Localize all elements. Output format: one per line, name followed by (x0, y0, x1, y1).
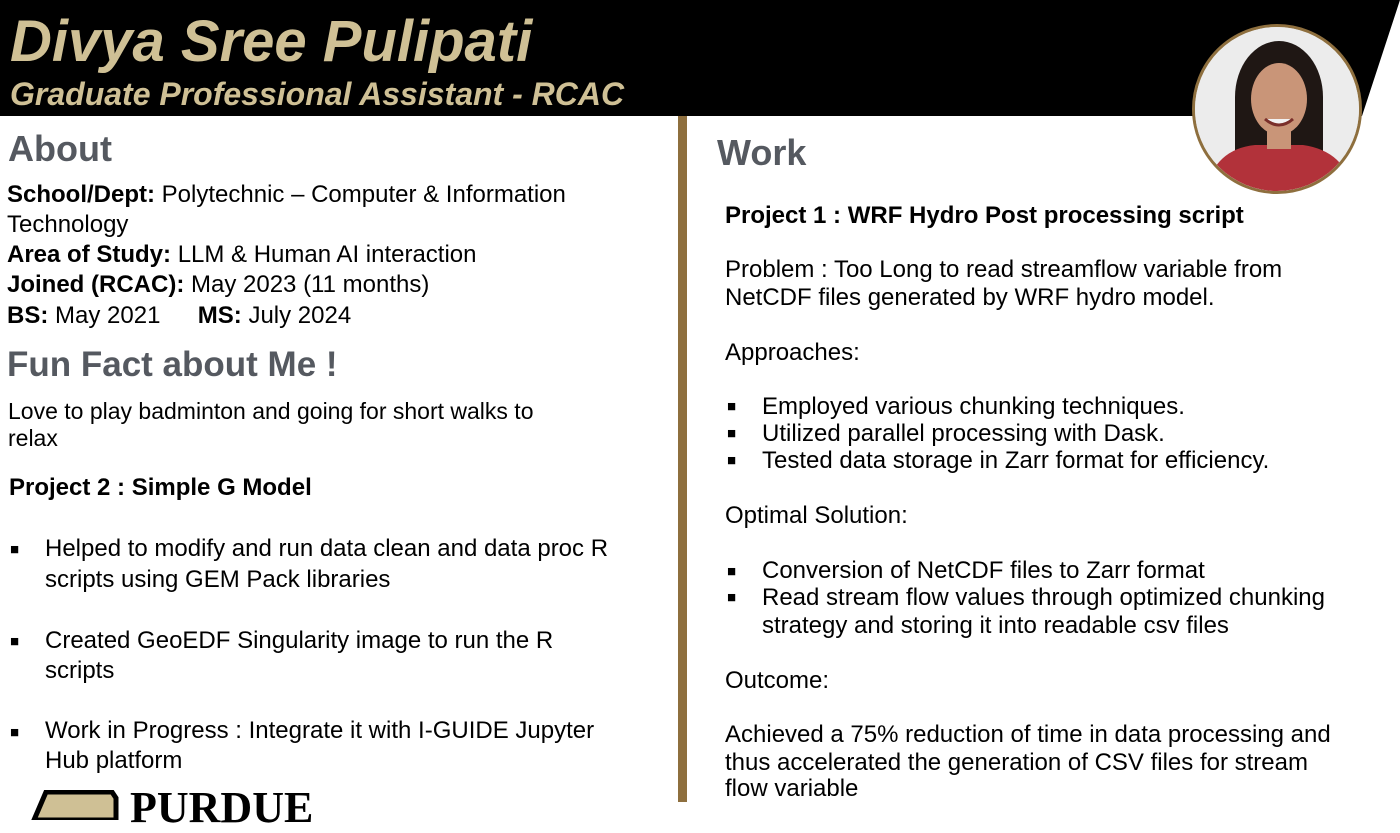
problem-line-2: NetCDF files generated by WRF hydro model. (725, 284, 1215, 311)
project2-bullet-1-line-1: Helped to modify and run data clean and data proc R (45, 535, 609, 562)
area-value: LLM & Human AI interaction (177, 241, 477, 268)
bullet-icon: ■ (727, 589, 737, 606)
degrees-line (7, 302, 351, 330)
area-label: Area of Study: (7, 241, 172, 268)
problem-line-1: Problem : Too Long to read streamflow variable from (725, 256, 1283, 283)
ms-value: July 2024 (248, 302, 352, 329)
project2-bullet-3-line-1: Work in Progress : Integrate it with I-GUIDE Jupyter (45, 717, 595, 744)
fun-fact-line-1: Love to play badminton and going for short walks to (8, 398, 534, 424)
purdue-logo (20, 783, 340, 832)
ms-label: MS: (197, 302, 242, 329)
approaches-label: Approaches: (725, 339, 860, 366)
work-heading: Work (717, 132, 807, 173)
school-label: School/Dept: (7, 181, 155, 208)
project2-bullet-2-line-2: scripts (45, 657, 115, 684)
bullet-icon: ■ (727, 425, 737, 442)
joined-value: May 2023 (11 months) (191, 271, 430, 298)
column-divider (678, 116, 687, 802)
solution-item-2-line-1: Read stream flow values through optimized chunking (762, 584, 1325, 611)
outcome-line-2: thus accelerated the generation of CSV files for stream (725, 749, 1308, 776)
bullet-icon: ■ (10, 724, 20, 741)
project2-title: Project 2 : Simple G Model (9, 474, 312, 501)
fun-fact-line-2: relax (8, 425, 58, 451)
project1-title: Project 1 : WRF Hydro Post processing script (725, 202, 1244, 229)
school-line-2: Technology (7, 211, 129, 238)
approach-item: Tested data storage in Zarr format for efficiency. (762, 447, 1270, 474)
purdue-logo-text: PURDUE (130, 783, 314, 832)
person-role: Graduate Professional Assistant - RCAC (10, 76, 625, 112)
school-line (7, 181, 566, 209)
solution-item-2-line-2: strategy and storing it into readable csv files (762, 612, 1229, 639)
approach-item: Employed various chunking techniques. (762, 393, 1185, 420)
header-banner (0, 0, 1400, 116)
person-photo-icon (1195, 27, 1359, 191)
fun-fact-heading: Fun Fact about Me ! (7, 345, 338, 384)
project2-bullet-3-line-2: Hub platform (45, 747, 183, 774)
bullet-icon: ■ (10, 633, 20, 650)
outcome-line-3: flow variable (725, 775, 859, 802)
solution-label: Optimal Solution: (725, 502, 908, 529)
outcome-label: Outcome: (725, 667, 830, 694)
bullet-icon: ■ (10, 541, 20, 558)
bs-label: BS: (7, 302, 49, 329)
about-heading: About (8, 128, 112, 169)
bullet-icon: ■ (727, 452, 737, 469)
bullet-icon: ■ (727, 398, 737, 415)
area-line (7, 241, 477, 269)
project2-bullet-1-line-2: scripts using GEM Pack libraries (45, 566, 391, 593)
solution-item-1: Conversion of NetCDF files to Zarr format (762, 557, 1205, 584)
person-name: Divya Sree Pulipati (10, 9, 533, 74)
project2-bullet-2-line-1: Created GeoEDF Singularity image to run the R (45, 627, 554, 654)
profile-photo (1192, 24, 1362, 194)
bs-value: May 2021 (55, 302, 161, 329)
bullet-icon: ■ (727, 563, 737, 580)
joined-label: Joined (RCAC): (7, 271, 185, 298)
approach-item: Utilized parallel processing with Dask. (762, 420, 1165, 447)
outcome-line-1: Achieved a 75% reduction of time in data processing and (725, 721, 1331, 748)
joined-line (7, 271, 429, 299)
purdue-logo-mark (20, 790, 140, 820)
school-value: Polytechnic – Computer & Information (161, 181, 566, 208)
